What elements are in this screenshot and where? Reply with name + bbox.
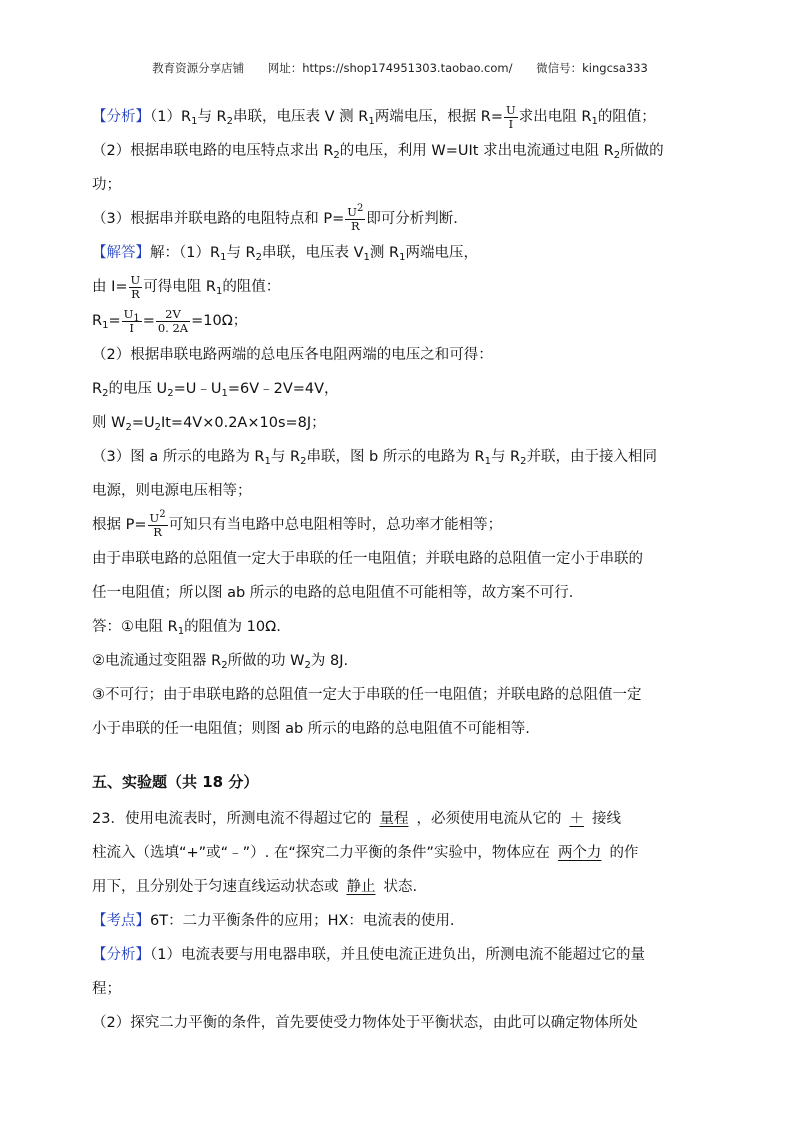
question-23-line-3: 用下，且分别处于匀速直线运动状态或 静止 状态. [92, 879, 418, 895]
page-header [0, 60, 800, 76]
answer-blank-two-forces: 两个力 [557, 845, 602, 861]
fraction-u2-over-r-2: $\frac{U^2}{R}$ [149, 508, 166, 539]
document-body [92, 100, 712, 1040]
knowledge-tag: 【考点】 [92, 913, 150, 929]
solution-line-1: 【解答】解：$(1)R_1$与 $R_2$串联，电压表 $V_1$测 $R_1$两端电压， [92, 245, 478, 263]
q23-analysis-line-2: 程； [92, 981, 121, 997]
answer-line-3: ③不可行；由于串联电路的总阻值一定大于串联的任一电阻值；并联电路的总阻值一定 [92, 687, 642, 703]
answer-blank-range: 量程 [379, 811, 409, 827]
answer-blank-plus: ＋ [569, 811, 584, 827]
question-23-line-2: 柱流入（选填“+”或“﹣”）. 在“探究二力平衡的条件”实验中，物体应在 两个力 的作 [92, 845, 639, 861]
fraction-u2-over-r: $\frac{U^2}{R}$ [347, 202, 364, 233]
q23-analysis-line-1: 【分析】（1）电流表要与用电器串联，并且使电流正进负出，所测电流不能超过它的量 [92, 947, 645, 963]
fraction-2v-over-02a: $\frac{2V}{0. 2A}$ [157, 306, 189, 335]
fraction-u-over-r: $\frac{U}{R}$ [130, 272, 141, 301]
analysis-line-3: 功； [92, 177, 121, 193]
analysis-tag: 【分析】 [92, 109, 150, 125]
section-title: 五、实验题（共 18 分） [92, 773, 259, 791]
solution-line-4: （2）根据串联电路两端的总电压各电阻两端的电压之和可得： [92, 347, 493, 363]
q23-analysis-line-3: （2）探究二力平衡的条件，首先要使受力物体处于平衡状态，由此可以确定物体所处 [92, 1015, 638, 1031]
answer-blank-static: 静止 [346, 879, 376, 895]
solution-line-11: 任一电阻值；所以图 ab 所示的电路的总电阻值不可能相等，故方案不可行. [92, 585, 574, 601]
fraction-u1-over-i: $\frac{U_1}{I}$ [123, 306, 140, 335]
analysis-line-1: 【分析】$(1)R_1$与 $R_2$串联，电压表 V 测 $R_1$两端电压，根据 R= $\frac{U}{I}$ 求出电阻 $R_1$的阻值； [92, 102, 656, 131]
solution-line-8: 电源，则电源电压相等； [92, 483, 252, 499]
fraction-u-over-i: $\frac{U}{I}$ [506, 102, 516, 131]
knowledge-point-line: 【考点】6T：二力平衡条件的应用；HX：电流表的使用. [92, 913, 455, 929]
shop-url: 网址：https://shop174951303.taobao.com/ [267, 61, 513, 75]
solution-line-2: 由 I= $\frac{U}{R}$ 可得电阻 $R_1$的阻值： [92, 272, 281, 301]
solution-line-5: $R_2$的电压 $U_2=U﹣U_1=6V﹣2V=4V$， [92, 381, 339, 399]
solution-line-9: 根据 P= $\frac{U^2}{R}$ 可知只有当电路中总电阻相等时，总功率才能相等； [92, 508, 503, 539]
analysis-line-2: （2）根据串联电路的电压特点求出 $R_2$的电压，利用 W=UIt 求出电流通过电阻 $R_2$所做的 [92, 143, 664, 161]
answer-line-1: 答：①电阻 $R_1$的阻值为 10Ω. [92, 619, 281, 637]
solution-line-7: （3）图 a 所示的电路为 $R_1$与 $R_2$串联，图 b 所示的电路为 $R_1$与 $R_2$并联，由于接入相同 [92, 449, 657, 467]
spacer [92, 746, 712, 762]
solution-tag: 【解答】 [92, 245, 150, 261]
analysis-line-4: （3）根据串并联电路的电阻特点和 P= $\frac{U^2}{R}$ 即可分析判断. [92, 202, 458, 233]
analysis-tag-2: 【分析】 [92, 947, 150, 963]
solution-line-10: 由于串联电路的总阻值一定大于串联的任一电阻值；并联电路的总阻值一定小于串联的 [92, 551, 643, 567]
answer-line-4: 小于串联的任一电阻值；则图 ab 所示的电路的总电阻值不可能相等. [92, 721, 530, 737]
answer-line-2: ②电流通过变阻器 $R_2$所做的功 $W_2$为 8J. [92, 653, 349, 671]
shop-name: 教育资源分享店铺 [152, 61, 245, 75]
solution-line-3: $R_1=$ $\frac{U_1}{I}$ = $\frac{2V}{0. 2A}$ =10Ω； [92, 306, 248, 335]
wechat-id: 微信号：kingcsa333 [536, 61, 648, 75]
solution-line-6: 则 $W_2=U_2It=4V\times 0.2A\times 10s=8J$； [92, 415, 326, 433]
question-23-line-1: 23．使用电流表时，所测电流不得超过它的 量程 ，必须使用电流从它的 ＋ 接线 [92, 811, 621, 827]
